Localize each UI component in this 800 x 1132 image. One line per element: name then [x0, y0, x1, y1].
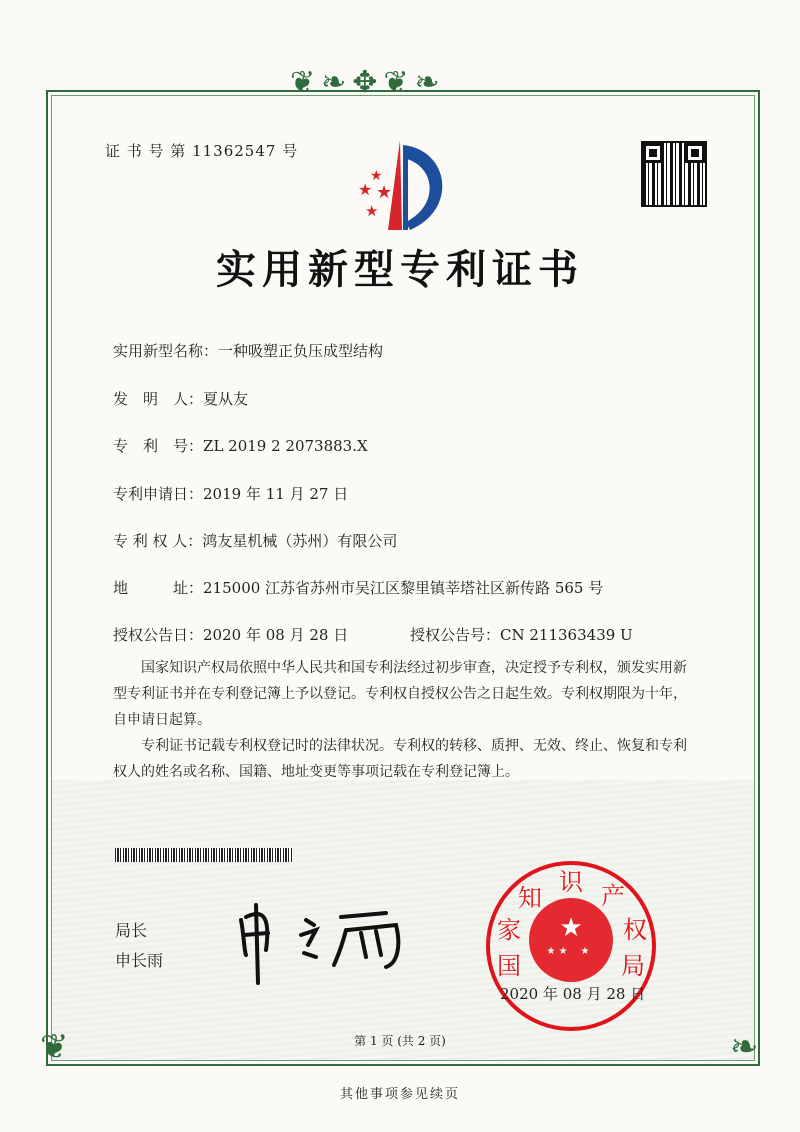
field-value: CN 211363439 U [500, 626, 633, 644]
star-icon: ★ [376, 182, 393, 203]
paragraph-grant: 国家知识产权局依照中华人民共和国专利法经过初步审查，决定授予专利权，颁发实用新型专利证书并在专利登记簿上予以登记。专利权自授权公告之日起生效。专利权期限为十年，自申请日起算。 [113, 660, 687, 728]
page-title: 实用新型专利证书 [216, 246, 584, 293]
barcode [115, 848, 293, 862]
field-label: 专利申请日： [113, 485, 204, 503]
field-value: 2020 年 08 月 28 日 [203, 626, 349, 644]
footer-note: 其他事项参见续页 [339, 1087, 460, 1102]
official-seal [483, 858, 659, 1034]
svg-text:产: 产 [601, 882, 625, 910]
top-ornament-icon: ❦❧✥❦❧ [290, 65, 446, 100]
signature [236, 895, 416, 985]
bottom-right-ornament-icon: ❧ [730, 1027, 759, 1067]
field-label: 专 利 权 人： [113, 532, 203, 550]
field-label: 授权公告号： [410, 626, 501, 644]
field-label: 发 明 人： [113, 390, 204, 408]
field-grant-date [113, 624, 348, 645]
svg-text:★ ★: ★ ★ [546, 946, 568, 957]
svg-text:★: ★ [580, 946, 590, 957]
field-patentee [113, 530, 397, 551]
signatory-title: 局长 [115, 921, 148, 940]
svg-text:知: 知 [518, 884, 542, 912]
svg-text:识: 识 [559, 868, 583, 896]
logo-blue-arc [403, 145, 442, 230]
field-label: 专 利 号： [113, 437, 204, 455]
field-application-date [113, 483, 348, 504]
seal-date: 2020 年 08 月 28 日 [500, 985, 646, 1003]
star-icon: ★ [358, 180, 373, 199]
logo-blue-stem [403, 145, 408, 230]
paragraph-legal-status: 专利证书记载专利权登记时的法律状况。专利权的转移、质押、无效、终止、恢复和专利权人的姓名或名称、国籍、地址变更等事项记载在专利登记簿上。 [113, 738, 687, 780]
star-icon: ★ [370, 168, 383, 184]
qr-code [643, 143, 705, 205]
field-value: 215000 江苏省苏州市吴江区黎里镇莘塔社区新传路 565 号 [203, 579, 604, 597]
field-patent-number [113, 435, 368, 456]
svg-text:国: 国 [497, 952, 521, 980]
field-value: 鸿友星机械（苏州）有限公司 [202, 532, 398, 550]
page-indicator: 第 1 页 (共 2 页) [354, 1034, 446, 1048]
svg-text:★: ★ [559, 913, 583, 943]
svg-text:权: 权 [623, 916, 647, 944]
field-grant-number [410, 624, 633, 645]
certificate-number: 证 书 号 第 11362547 号 [105, 142, 299, 160]
field-value: 一种吸塑正负压成型结构 [218, 342, 384, 360]
field-value: 夏从友 [203, 390, 249, 408]
cnipa-logo-icon [340, 140, 460, 235]
star-icon: ★ [365, 202, 379, 220]
field-address [113, 577, 603, 598]
svg-text:家: 家 [497, 916, 521, 944]
field-value: ZL 2019 2 2073883.X [203, 437, 368, 455]
svg-text:局: 局 [621, 952, 645, 980]
signatory-name: 申长雨 [115, 951, 164, 970]
field-label: 实用新型名称： [113, 342, 219, 360]
bottom-left-ornament-icon: ❦ [40, 1027, 69, 1067]
field-label: 授权公告日： [113, 626, 204, 644]
field-label: 地 址： [113, 579, 204, 597]
field-name [113, 340, 383, 361]
field-value: 2019 年 11 月 27 日 [203, 485, 349, 503]
field-inventor [113, 388, 248, 409]
